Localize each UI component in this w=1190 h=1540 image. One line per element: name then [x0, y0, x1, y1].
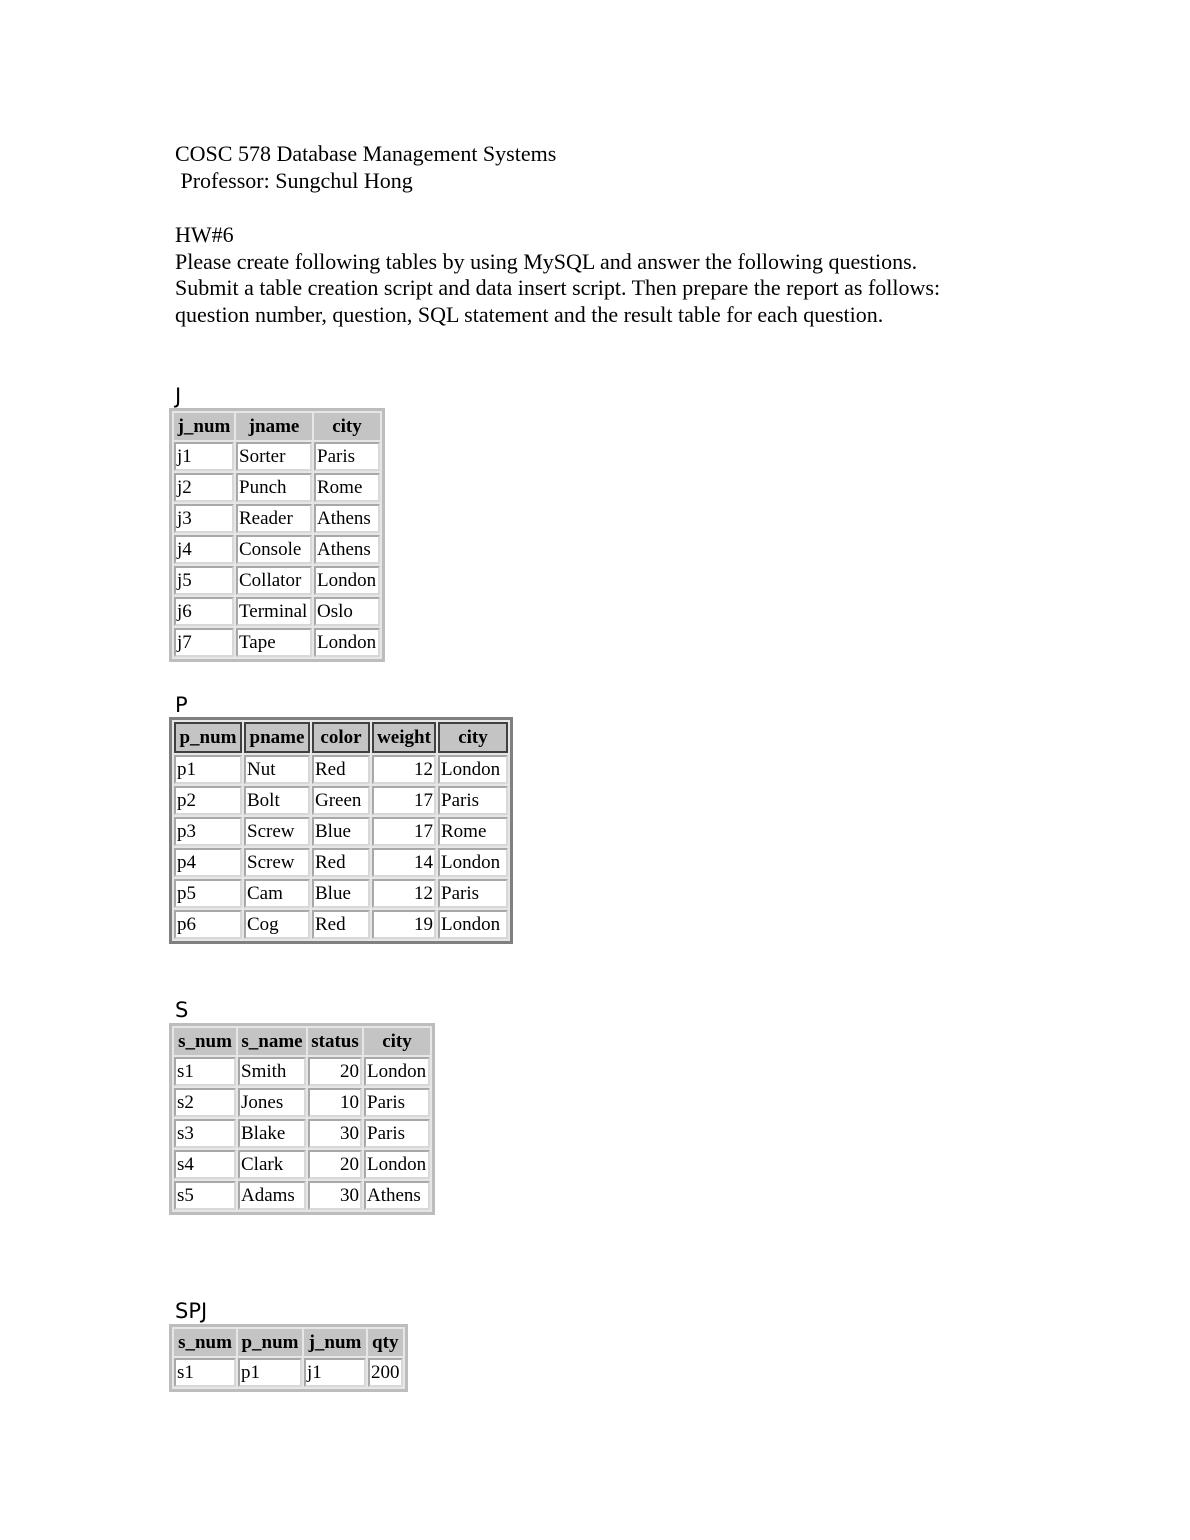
- table-cell-weight: 12: [372, 879, 436, 908]
- table-cell-pname: Cam: [244, 879, 310, 908]
- table-cell-p-num: p1: [238, 1358, 302, 1387]
- table-row: [174, 1150, 430, 1179]
- table-cell-pname: Bolt: [244, 786, 310, 815]
- table-cell-s-name: Adams: [238, 1181, 306, 1210]
- table-cell-city: London: [314, 628, 380, 657]
- table-row: [174, 535, 380, 564]
- column-header-j-num: j_num: [174, 413, 234, 440]
- table-cell-color: Red: [312, 848, 370, 877]
- table-cell-status: 20: [308, 1150, 362, 1179]
- table-row: [174, 504, 380, 533]
- table-cell-color: Red: [312, 755, 370, 784]
- table-cell-j-num: j1: [174, 442, 234, 471]
- table-cell-j-num: j2: [174, 473, 234, 502]
- column-header-p-num: p_num: [174, 722, 242, 753]
- table-cell-pname: Screw: [244, 817, 310, 846]
- table-cell-city: Athens: [364, 1181, 430, 1210]
- table-cell-p-num: p1: [174, 755, 242, 784]
- table-row: [174, 1057, 430, 1086]
- table-cell-jname: Terminal: [236, 597, 312, 626]
- table-cell-s-num: s3: [174, 1119, 236, 1148]
- homework-number: HW#6: [175, 222, 234, 247]
- table-cell-color: Red: [312, 910, 370, 939]
- table-cell-jname: Sorter: [236, 442, 312, 471]
- table-label-spj: SPJ: [175, 1299, 208, 1323]
- professor-line: Professor: Sungchul Hong: [175, 168, 413, 193]
- table-row: [174, 628, 380, 657]
- table-cell-city: Paris: [314, 442, 380, 471]
- table-cell-s-num: s1: [174, 1358, 236, 1387]
- table-cell-city: London: [314, 566, 380, 595]
- table-cell-status: 30: [308, 1119, 362, 1148]
- table-cell-p-num: p3: [174, 817, 242, 846]
- table-cell-s-name: Blake: [238, 1119, 306, 1148]
- table-row: [174, 473, 380, 502]
- table-cell-color: Green: [312, 786, 370, 815]
- table-cell-weight: 14: [372, 848, 436, 877]
- column-header-s-num: s_num: [174, 1329, 236, 1356]
- table-row: [174, 597, 380, 626]
- column-header-s-num: s_num: [174, 1028, 236, 1055]
- table-s-header-row: [174, 1028, 430, 1055]
- column-header-s-name: s_name: [238, 1028, 306, 1055]
- table-row: [174, 879, 508, 908]
- column-header-weight: weight: [372, 722, 436, 753]
- table-cell-city: Rome: [438, 817, 508, 846]
- column-header-jname: jname: [236, 413, 312, 440]
- table-row: [174, 442, 380, 471]
- table-cell-city: London: [364, 1150, 430, 1179]
- table-cell-city: London: [364, 1057, 430, 1086]
- table-row: [174, 755, 508, 784]
- table-cell-color: Blue: [312, 879, 370, 908]
- table-row: [174, 848, 508, 877]
- column-header-city: city: [364, 1028, 430, 1055]
- table-spj: [169, 1324, 408, 1392]
- instruction-line-1: Please create following tables by using MySQL and answer the following questions.: [175, 249, 918, 274]
- table-row: [174, 1119, 430, 1148]
- table-p: [169, 717, 513, 944]
- table-cell-pname: Nut: [244, 755, 310, 784]
- table-row: [174, 566, 380, 595]
- table-cell-city: Paris: [438, 786, 508, 815]
- table-cell-jname: Tape: [236, 628, 312, 657]
- table-cell-p-num: p4: [174, 848, 242, 877]
- table-cell-city: Athens: [314, 535, 380, 564]
- table-cell-status: 30: [308, 1181, 362, 1210]
- table-cell-weight: 12: [372, 755, 436, 784]
- table-cell-j-num: j7: [174, 628, 234, 657]
- column-header-p-num: p_num: [238, 1329, 302, 1356]
- table-row: [174, 1088, 430, 1117]
- table-cell-status: 20: [308, 1057, 362, 1086]
- table-j: [169, 408, 385, 662]
- table-row: [174, 817, 508, 846]
- table-p-header-row: [174, 722, 508, 753]
- table-cell-jname: Reader: [236, 504, 312, 533]
- table-spj-header-row: [174, 1329, 403, 1356]
- table-row: [174, 786, 508, 815]
- course-title: COSC 578 Database Management Systems: [175, 141, 557, 166]
- table-cell-city: Paris: [364, 1119, 430, 1148]
- table-cell-j-num: j6: [174, 597, 234, 626]
- instruction-line-2: Submit a table creation script and data insert script. Then prepare the report as follows:: [175, 275, 941, 300]
- table-cell-city: Paris: [438, 879, 508, 908]
- table-cell-jname: Punch: [236, 473, 312, 502]
- column-header-status: status: [308, 1028, 362, 1055]
- table-cell-jname: Collator: [236, 566, 312, 595]
- table-cell-qty: 200: [368, 1358, 403, 1387]
- table-cell-city: London: [438, 848, 508, 877]
- table-cell-weight: 17: [372, 817, 436, 846]
- table-cell-pname: Cog: [244, 910, 310, 939]
- table-cell-city: Paris: [364, 1088, 430, 1117]
- table-cell-color: Blue: [312, 817, 370, 846]
- column-header-qty: qty: [368, 1329, 403, 1356]
- table-s: [169, 1023, 435, 1215]
- table-cell-city: Oslo: [314, 597, 380, 626]
- table-cell-city: London: [438, 910, 508, 939]
- table-label-s: S: [175, 998, 189, 1022]
- table-cell-weight: 17: [372, 786, 436, 815]
- table-cell-weight: 19: [372, 910, 436, 939]
- table-cell-status: 10: [308, 1088, 362, 1117]
- table-cell-s-name: Jones: [238, 1088, 306, 1117]
- table-cell-j-num: j5: [174, 566, 234, 595]
- table-cell-s-num: s1: [174, 1057, 236, 1086]
- table-label-p: P: [175, 693, 188, 717]
- table-row: [174, 1181, 430, 1210]
- table-j-header-row: [174, 413, 380, 440]
- instruction-line-3: question number, question, SQL statement and the result table for each question.: [175, 302, 884, 327]
- table-cell-j-num: j1: [304, 1358, 366, 1387]
- column-header-pname: pname: [244, 722, 310, 753]
- table-cell-s-num: s4: [174, 1150, 236, 1179]
- column-header-j-num: j_num: [304, 1329, 366, 1356]
- table-cell-s-name: Clark: [238, 1150, 306, 1179]
- table-cell-city: Rome: [314, 473, 380, 502]
- column-header-city: city: [314, 413, 380, 440]
- table-cell-s-num: s5: [174, 1181, 236, 1210]
- table-cell-city: London: [438, 755, 508, 784]
- table-row: [174, 1358, 403, 1387]
- table-cell-p-num: p2: [174, 786, 242, 815]
- table-cell-jname: Console: [236, 535, 312, 564]
- table-cell-city: Athens: [314, 504, 380, 533]
- table-cell-p-num: p6: [174, 910, 242, 939]
- table-cell-pname: Screw: [244, 848, 310, 877]
- table-cell-j-num: j4: [174, 535, 234, 564]
- column-header-color: color: [312, 722, 370, 753]
- table-cell-s-name: Smith: [238, 1057, 306, 1086]
- table-row: [174, 910, 508, 939]
- table-cell-p-num: p5: [174, 879, 242, 908]
- column-header-city: city: [438, 722, 508, 753]
- table-cell-s-num: s2: [174, 1088, 236, 1117]
- table-label-j: J: [175, 384, 182, 408]
- table-cell-j-num: j3: [174, 504, 234, 533]
